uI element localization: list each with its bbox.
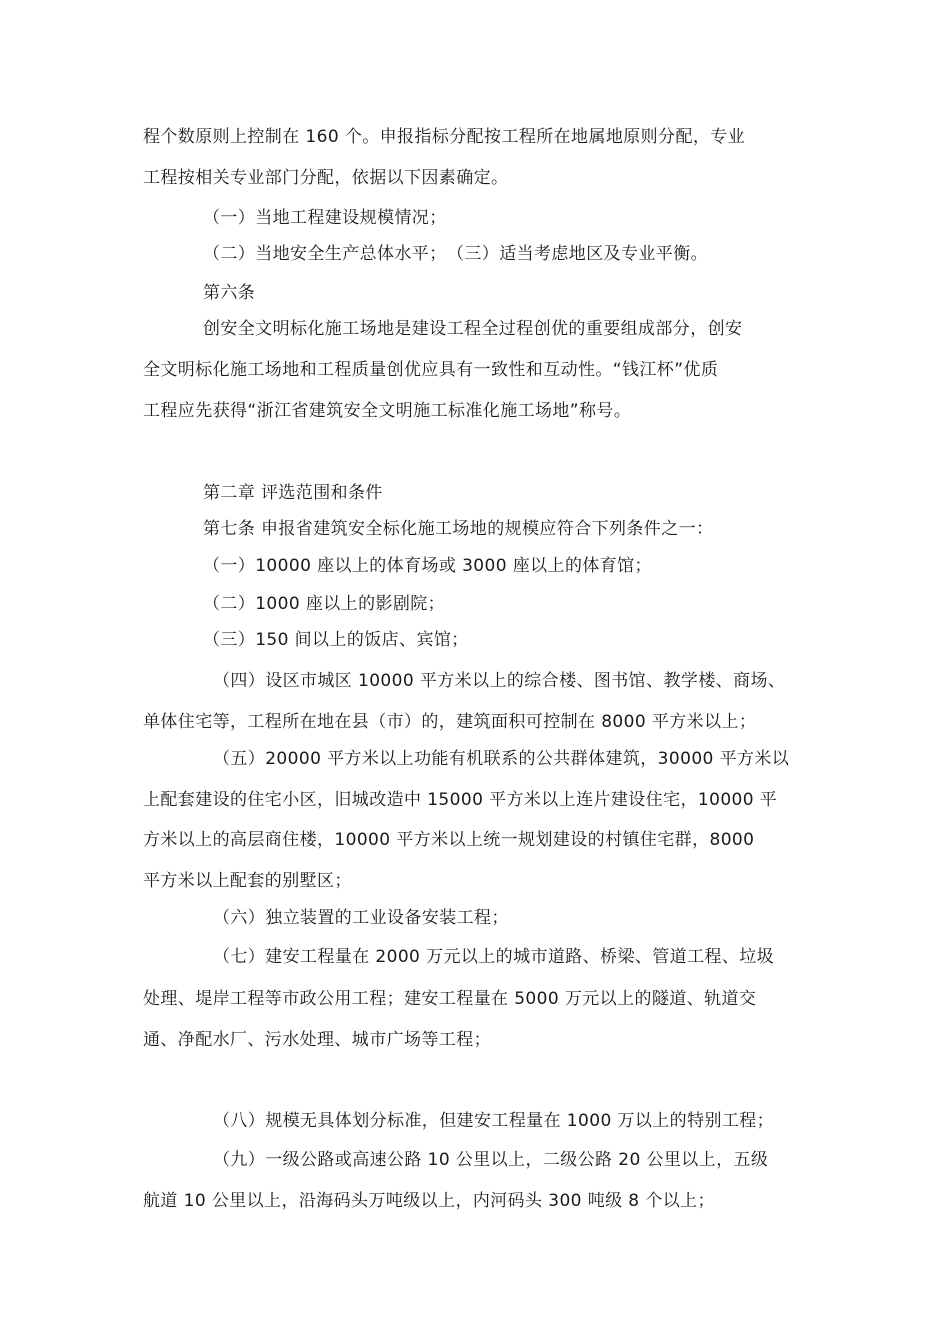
list-item: （六）独立装置的工业设备安装工程； (213, 908, 509, 928)
list-item: （八）规模无具体划分标准，但建安工程量在 1000 万以上的特别工程； (213, 1111, 775, 1131)
text-line: 单体住宅等，工程所在地在县（市）的，建筑面积可控制在 8000 平方米以上； (143, 712, 757, 732)
list-item: （二）当地安全生产总体水平； （三）适当考虑地区及专业平衡。 (203, 244, 708, 264)
list-item: （七）建安工程量在 2000 万元以上的城市道路、桥梁、管道工程、垃圾 (213, 947, 775, 967)
text-line: 工程应先获得“浙江省建筑安全文明施工标准化施工场地”称号。 (143, 401, 632, 421)
text-line: 方米以上的高层商住楼，10000 平方米以上统一规划建设的村镇住宅群，8000 (143, 830, 755, 850)
chapter-heading: 第二章 评选范围和条件 (203, 483, 383, 503)
text-line: 上配套建设的住宅小区，旧城改造中 15000 平方米以上连片建设住宅，10000 平 (143, 790, 778, 810)
list-item: （三）150 间以上的饭店、宾馆； (203, 630, 469, 650)
text-line: 处理、堤岸工程等市政公用工程；建安工程量在 5000 万元以上的隧道、轨道交 (143, 989, 757, 1009)
text-line: 程个数原则上控制在 160 个。申报指标分配按工程所在地属地原则分配，专业 (143, 127, 746, 147)
text-line: 航道 10 公里以上，沿海码头万吨级以上，内河码头 300 吨级 8 个以上； (143, 1191, 715, 1211)
list-item: （一）当地工程建设规模情况； (203, 208, 447, 228)
article-heading: 第七条 申报省建筑安全标化施工场地的规模应符合下列条件之一： (203, 519, 714, 539)
list-item: （四）设区市城区 10000 平方米以上的综合楼、图书馆、教学楼、商场、 (213, 671, 786, 691)
list-item: （五）20000 平方米以上功能有机联系的公共群体建筑，30000 平方米以 (213, 749, 790, 769)
article-heading: 第六条 (203, 283, 256, 303)
text-line: 工程按相关专业部门分配，依据以下因素确定。 (143, 168, 509, 188)
text-line: 创安全文明标化施工场地是建设工程全过程创优的重要组成部分，创安 (203, 319, 743, 339)
text-line: 全文明标化施工场地和工程质量创优应具有一致性和互动性。“钱江杯”优质 (143, 360, 719, 380)
text-line: 通、净配水厂、污水处理、城市广场等工程； (143, 1030, 491, 1050)
list-item: （一）10000 座以上的体育场或 3000 座以上的体育馆； (203, 556, 652, 576)
list-item: （九）一级公路或高速公路 10 公里以上，二级公路 20 公里以上，五级 (213, 1150, 769, 1170)
text-line: 平方米以上配套的别墅区； (143, 871, 352, 891)
list-item: （二）1000 座以上的影剧院； (203, 594, 446, 614)
